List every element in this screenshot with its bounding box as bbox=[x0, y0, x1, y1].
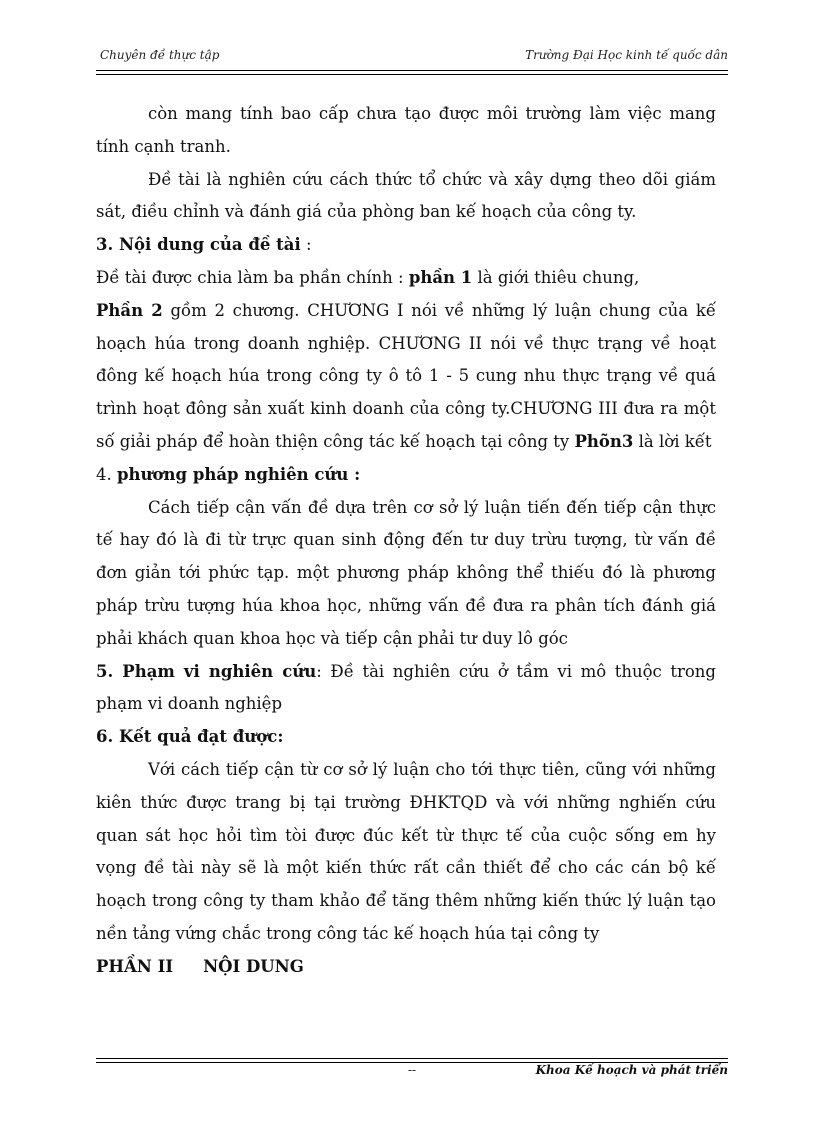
section-3-colon: : bbox=[300, 235, 312, 255]
page-number: -- bbox=[407, 1063, 417, 1077]
section-3-heading bbox=[96, 229, 716, 262]
section-6-heading: 6. Kết quả đạt được: bbox=[96, 727, 284, 747]
section-4-number: 4. bbox=[96, 464, 117, 484]
section-3-part2: Phần 2 bbox=[96, 300, 163, 320]
section-3-part1: phần 1 bbox=[408, 267, 473, 287]
section-4-paragraph: Cách tiếp cận vấn đề dựa trên cơ sở lý luận tiến đến tiếp cận thực tế hay đó là đi từ trực quan sinh động đến tư duy trừu tượng, từ vấn đề đơn giản tới phức tạp. một phương pháp không thể thiếu đó là phương pháp trừu tượng húa khoa học, những vấn đề đưa ra phân tích đánh giá phải khách quan khoa học và tiếp cận phải tư duy lô góc bbox=[96, 497, 716, 648]
section-5-text: : Đề tài nghiên cứu ở tầm vi mô thuộc trong phạm vi doanh nghiệp bbox=[96, 661, 716, 714]
section-5-paragraph bbox=[96, 656, 716, 722]
section-4-title: phương pháp nghiên cứu : bbox=[117, 464, 361, 484]
section-3-paragraph-end: là lời kết bbox=[633, 431, 712, 451]
document-body bbox=[96, 98, 716, 984]
section-3-paragraph bbox=[96, 295, 716, 459]
section-3-line-c: là giới thiêu chung, bbox=[472, 267, 640, 287]
section-3-line bbox=[96, 262, 716, 295]
section-3-part3: Phõn3 bbox=[574, 431, 634, 451]
section-3-paragraph-text: gồm 2 chương. CHƯƠNG I nói về những lý luận chung của kế hoạch húa trong doanh nghiệp. CHƯƠNG II nói về thực trạng về hoạt đông kế hoạch húa trong công ty ô tô 1 - 5 cung nhu thực trạng về quá trình hoạt đông sản xuất kinh doanh của công ty.CHƯƠNG III đưa ra một số giải pháp để hoàn thiện công tác kế hoạch tại công ty bbox=[96, 300, 716, 451]
paragraph-2: Đề tài là nghiên cứu cách thức tổ chức và xây dựng theo dõi giám sát, điều chỉnh và đánh giá của phòng ban kế hoạch của công ty. bbox=[96, 169, 716, 222]
footer-right-text: Khoa Kế hoạch và phát triển bbox=[535, 1063, 728, 1077]
section-6-paragraph: Với cách tiếp cận từ cơ sở lý luận cho tới thực tiên, cũng với những kiên thức được trang bị tại trường ĐHKTQD và với những nghiến cứu quan sát học hỏi tìm tòi được đúc kết từ thực tế của cuộc sống em hy vọng đề tài này sẽ là một kiến thức rất cần thiết để cho các cán bộ kế hoạch trong công ty tham khảo để tăng thêm những kiến thức lý luận tạo nền tảng vứng chắc trong công tác kế hoạch húa tại công ty bbox=[96, 759, 716, 943]
part-label: PHẦN II bbox=[96, 956, 174, 976]
header-rule bbox=[96, 70, 728, 75]
section-5-title: 5. Phạm vi nghiên cứu bbox=[96, 661, 317, 681]
page-footer bbox=[96, 1063, 728, 1083]
part-name: NỘI DUNG bbox=[203, 956, 304, 976]
page-header bbox=[96, 48, 728, 72]
section-3-title: 3. Nội dung của đề tài bbox=[96, 235, 301, 255]
header-right-text: Trường Đại Học kinh tế quốc dân bbox=[525, 48, 728, 62]
part-heading bbox=[96, 951, 716, 984]
section-4-heading bbox=[96, 459, 716, 492]
paragraph-1: còn mang tính bao cấp chưa tạo được môi trường làm việc mang tính cạnh tranh. bbox=[96, 104, 716, 156]
header-left-text: Chuyên đề thực tập bbox=[100, 48, 220, 62]
section-3-line-a: Đề tài được chia làm ba phần chính : bbox=[96, 267, 409, 287]
